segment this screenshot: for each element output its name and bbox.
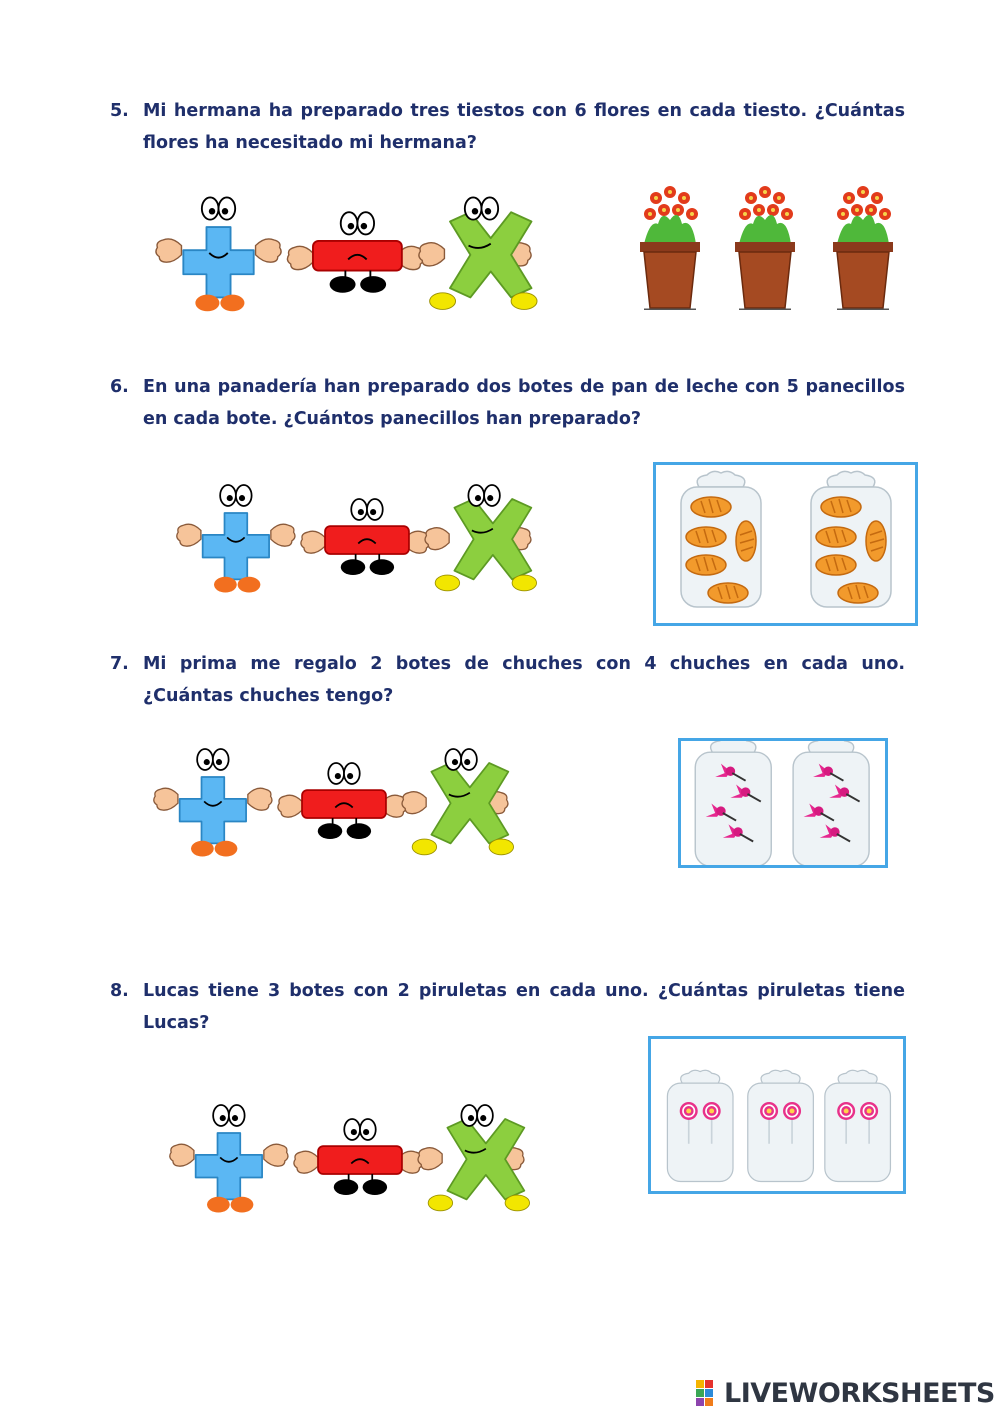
flower-pots-picture — [625, 182, 910, 310]
problem-text: Mi hermana ha preparado tres tiestos con 6 flores en cada tiesto. ¿Cuántas flores ha necesitado mi hermana? — [143, 101, 905, 153]
problem-5 — [110, 95, 905, 159]
operation-characters[interactable] — [140, 190, 560, 315]
liveworksheets-logo-icon — [696, 1380, 722, 1408]
problem-6 — [110, 371, 905, 435]
bread-jars-picture — [653, 462, 918, 626]
operation-characters[interactable] — [148, 1098, 558, 1216]
operation-characters[interactable] — [155, 478, 565, 596]
problem-number: 8. — [110, 981, 129, 1001]
problem-text: En una panadería han preparado dos botes de pan de leche con 5 panecillos en cada bote. ¿Cuántos panecillos han preparado? — [143, 377, 905, 429]
problem-number: 5. — [110, 101, 129, 121]
problem-text: Mi prima me regalo 2 botes de chuches con 4 chuches en cada uno. ¿Cuántas chuches tengo? — [143, 654, 905, 706]
footer-brand: LIVEWORKSHEETS — [724, 1378, 995, 1409]
problem-number: 7. — [110, 654, 129, 674]
problem-7 — [110, 648, 905, 712]
liveworksheets-logo — [696, 1376, 996, 1410]
problem-text: Lucas tiene 3 botes con 2 piruletas en cada uno. ¿Cuántas piruletas tiene Lucas? — [143, 981, 905, 1033]
lollipop-jars-picture — [648, 1036, 906, 1194]
problem-8 — [110, 975, 905, 1039]
problem-number: 6. — [110, 377, 129, 397]
candy-jars-picture — [678, 738, 888, 868]
operation-characters[interactable] — [132, 742, 542, 860]
